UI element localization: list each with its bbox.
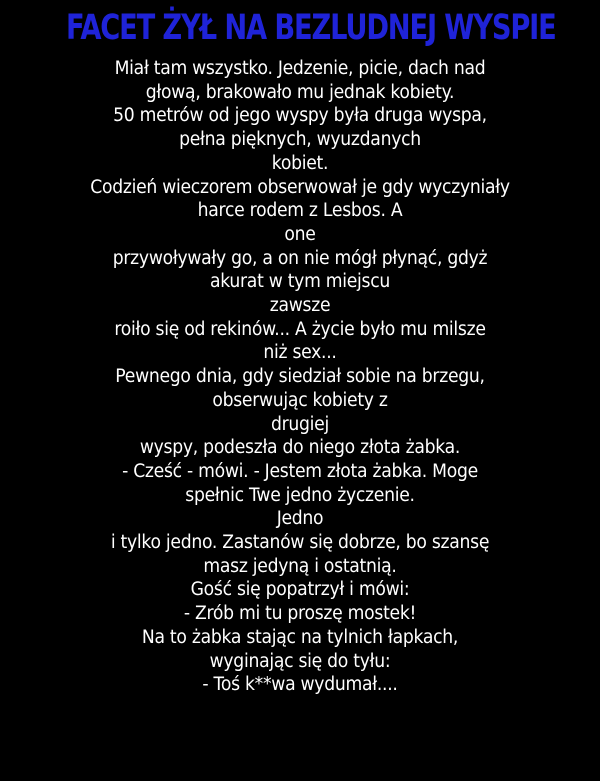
story-line: Codzień wieczorem obserwował je gdy wyczyniały bbox=[90, 176, 510, 198]
story-line: kobiet. bbox=[271, 152, 329, 174]
story-line: harce rodem z Lesbos. A bbox=[197, 200, 403, 222]
story-line: masz jedyną i ostatnią. bbox=[203, 555, 397, 577]
story-line: - Toś k**wa wydumał.... bbox=[202, 674, 398, 696]
story-line: i tylko jedno. Zastanów się dobrze, bo szansę bbox=[110, 532, 490, 554]
story-line: zawsze bbox=[269, 295, 331, 317]
meme-title: FACET ŻYŁ NA BEZLUDNEJ WYSPIE bbox=[66, 8, 556, 48]
story-line: drugiej bbox=[270, 413, 330, 435]
story-line: akurat w tym miejscu bbox=[209, 271, 391, 293]
story-line: Na to żabka stając na tylnich łapkach, bbox=[141, 626, 459, 648]
story-line: pełna pięknych, wyuzdanych bbox=[179, 129, 421, 151]
story-line: one bbox=[284, 223, 316, 245]
story-line: przywoływały go, a on nie mógł płynąć, gdyż bbox=[112, 247, 488, 269]
story-line: 50 metrów od jego wyspy była druga wyspa, bbox=[113, 105, 487, 127]
story-line: wyginając się do tyłu: bbox=[209, 650, 391, 672]
story-line: głową, brakowało mu jednak kobiety. bbox=[145, 81, 455, 103]
story-line: - Zrób mi tu proszę mostek! bbox=[183, 603, 417, 625]
story-text bbox=[0, 57, 600, 697]
story-line: Miał tam wszystko. Jedzenie, picie, dach nad bbox=[114, 58, 486, 79]
story-line: niż sex... bbox=[263, 342, 337, 364]
story-line: Pewnego dnia, gdy siedział sobie na brzegu, bbox=[115, 366, 485, 388]
story-line: obserwując kobiety z bbox=[212, 389, 388, 411]
story-line: roiło się od rekinów... A życie było mu milsze bbox=[114, 318, 486, 340]
story-line: - Cześć - mówi. - Jestem złota żabka. Moge bbox=[122, 460, 478, 482]
story-line: spełnic Twe jedno życzenie. bbox=[185, 484, 415, 506]
story-line: Jedno bbox=[276, 508, 324, 530]
story-line: Gość się popatrzył i mówi: bbox=[190, 579, 410, 601]
story-line: wyspy, podeszła do niego złota żabka. bbox=[139, 437, 461, 459]
